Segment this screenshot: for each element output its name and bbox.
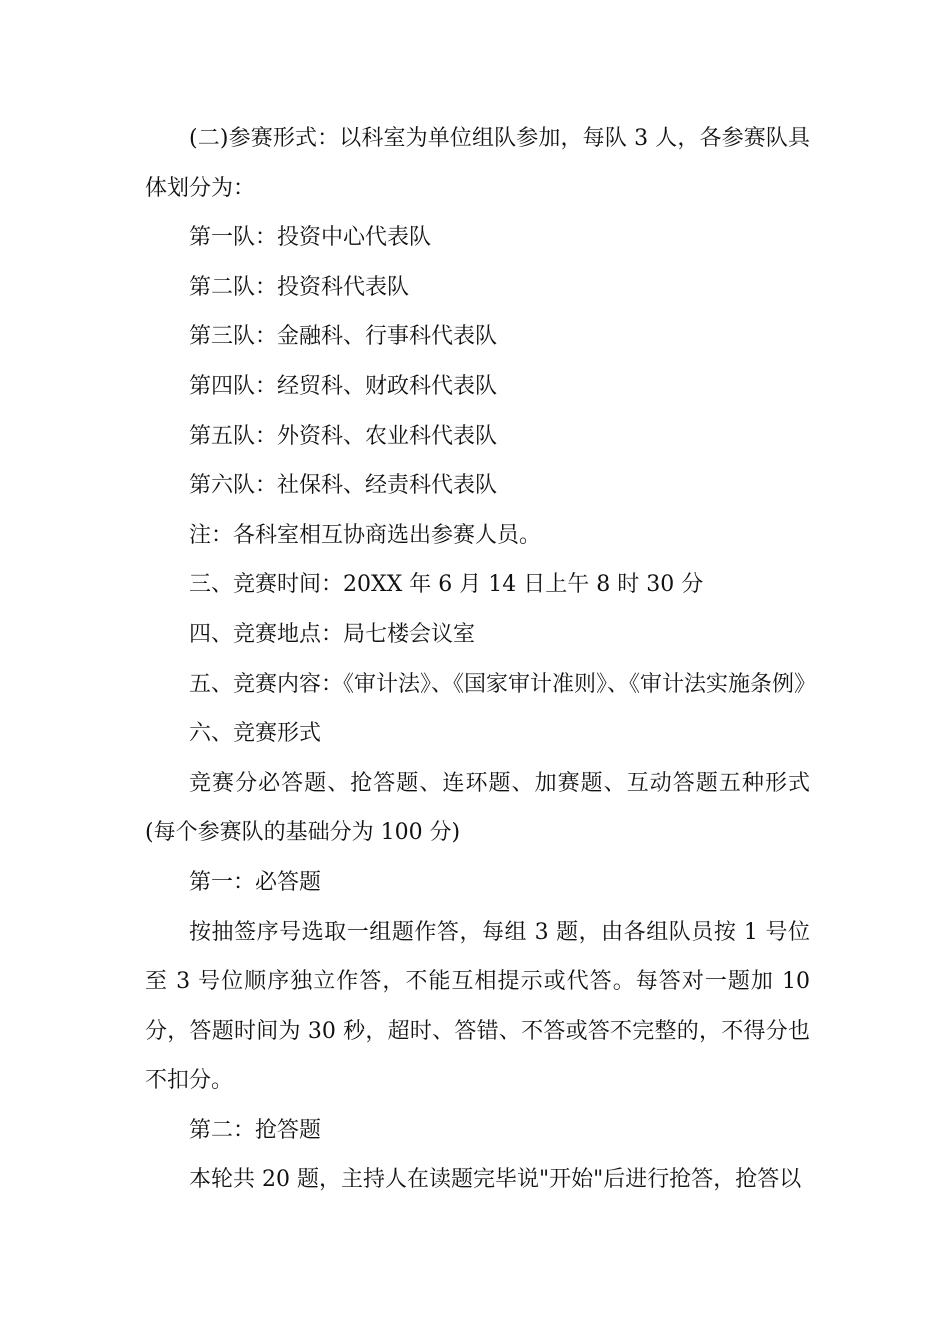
paragraph-team-4: 第四队：经贸科、财政科代表队 [189,373,498,399]
paragraph-team-2: 第二队：投资科代表队 [189,274,410,300]
paragraph-team-6: 第六队：社保科、经责科代表队 [189,473,498,499]
paragraph-team-5: 第五队：外资科、农业科代表队 [189,423,498,449]
subheading-buzzer-questions: 第二：抢答题 [189,1117,322,1143]
paragraph-note: 注：各科室相互协商选出参赛人员。 [189,522,542,548]
paragraph-team-1: 第一队：投资中心代表队 [189,225,432,251]
document-page [145,114,817,1205]
paragraph-required-questions-rules: 按抽签序号选取一组题作答，每组 3 题，由各组队员按 1 号位至 3 号位顺序独立作答，不能互相提示或代答。每答对一题加 10 分，答题时间为 30 秒，超时、答错、不答或答不完整的，不得分也不扣分。 [145,919,810,1094]
paragraph-competition-time: 三、竞赛时间：20XX 年 6 月 14 日上午 8 时 30 分 [189,572,704,598]
paragraph-competition-location: 四、竞赛地点：局七楼会议室 [189,621,476,647]
paragraph-question-types: 竞赛分必答题、抢答题、连环题、加赛题、互动答题五种形式(每个参赛队的基础分为 100 分) [145,770,810,846]
paragraph-team-3: 第三队：金融科、行事科代表队 [189,324,498,350]
paragraph-competition-content: 五、竞赛内容：《审计法》、《国家审计准则》、《审计法实施条例》 [189,671,817,697]
subheading-required-questions: 第一：必答题 [189,869,322,895]
section-heading-competition-format: 六、竞赛形式 [189,721,322,747]
paragraph-participation-format: (二)参赛形式：以科室为单位组队参加，每队 3 人，各参赛队具体划分为： [145,126,810,201]
paragraph-buzzer-questions-rules: 本轮共 20 题，主持人在读题完毕说"开始"后进行抢答，抢答以 [189,1167,802,1193]
